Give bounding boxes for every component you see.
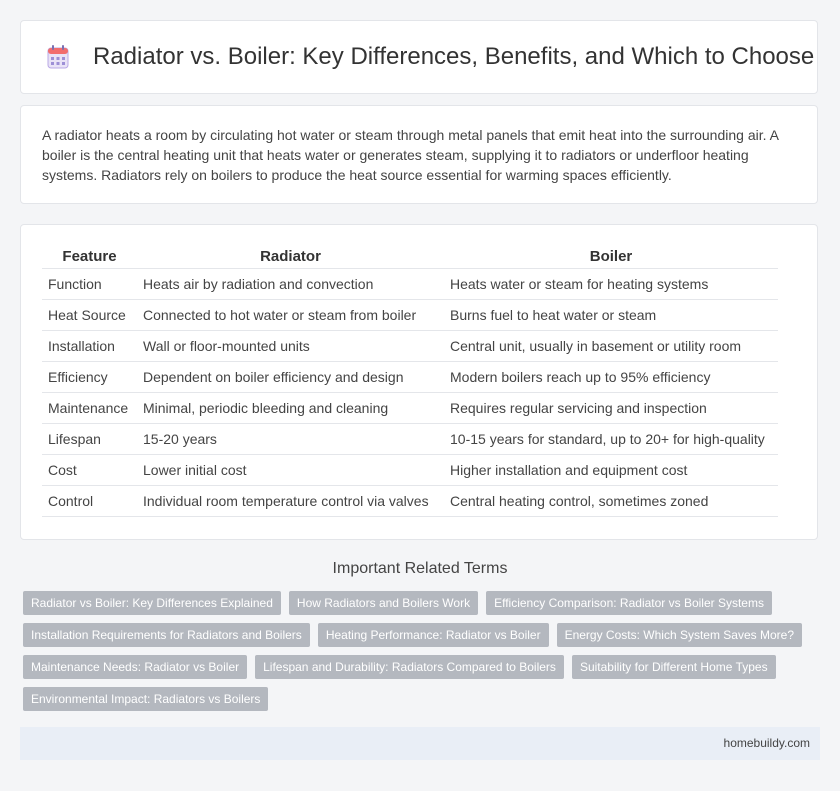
related-term-tag[interactable]: How Radiators and Boilers Work: [289, 591, 478, 615]
feature-cell: Cost: [42, 455, 137, 486]
boiler-cell: Burns fuel to heat water or steam: [444, 300, 778, 331]
column-header-radiator: Radiator: [260, 248, 321, 265]
radiator-cell: Wall or floor-mounted units: [137, 331, 444, 362]
intro-text: A radiator heats a room by circulating hot water or steam through metal panels that emit heat into the surrounding air. A boiler is the central heating unit that heats water or generates steam, supplying it to radiators or underfloor heating systems. Radiators rely on boilers to produce the heat source essential for warming spaces efficiently.: [42, 127, 779, 183]
feature-cell: Maintenance: [42, 393, 137, 424]
related-terms-title: Important Related Terms: [332, 560, 508, 577]
feature-cell: Function: [42, 269, 137, 300]
related-term-tag[interactable]: Installation Requirements for Radiators and Boilers: [23, 623, 310, 647]
related-term-tag[interactable]: Energy Costs: Which System Saves More?: [557, 623, 802, 647]
comparison-table: [42, 245, 778, 517]
radiator-cell: Heats air by radiation and convection: [137, 269, 444, 300]
related-term-tag[interactable]: Maintenance Needs: Radiator vs Boiler: [23, 655, 247, 679]
column-header-boiler: Boiler: [589, 248, 633, 265]
boiler-cell: Higher installation and equipment cost: [444, 455, 778, 486]
radiator-cell: Minimal, periodic bleeding and cleaning: [137, 393, 444, 424]
table-row: [42, 362, 778, 393]
feature-cell: Heat Source: [42, 300, 137, 331]
table-row: [42, 486, 778, 517]
related-term-tag[interactable]: Environmental Impact: Radiators vs Boilers: [23, 687, 268, 711]
related-term-tag[interactable]: Lifespan and Durability: Radiators Compared to Boilers: [255, 655, 564, 679]
radiator-cell: Individual room temperature control via valves: [137, 486, 444, 517]
boiler-cell: Heats water or steam for heating systems: [444, 269, 778, 300]
boiler-cell: Central heating control, sometimes zoned: [444, 486, 778, 517]
table-header-row: [42, 245, 778, 269]
table-row: [42, 424, 778, 455]
footer-site[interactable]: homebuildy.com: [723, 736, 810, 750]
intro-card: [20, 105, 818, 204]
table-row: [42, 300, 778, 331]
feature-cell: Control: [42, 486, 137, 517]
related-term-tag[interactable]: Radiator vs Boiler: Key Differences Explained: [23, 591, 281, 615]
radiator-cell: Connected to hot water or steam from boiler: [137, 300, 444, 331]
radiator-cell: Lower initial cost: [137, 455, 444, 486]
boiler-cell: 10-15 years for standard, up to 20+ for high-quality: [444, 424, 778, 455]
feature-cell: Lifespan: [42, 424, 137, 455]
column-header-feature: Feature: [62, 248, 117, 265]
related-term-tag[interactable]: Efficiency Comparison: Radiator vs Boiler Systems: [486, 591, 772, 615]
feature-cell: Installation: [42, 331, 137, 362]
radiator-cell: 15-20 years: [137, 424, 444, 455]
calendar-icon: [47, 45, 69, 69]
feature-cell: Efficiency: [42, 362, 137, 393]
radiator-cell: Dependent on boiler efficiency and design: [137, 362, 444, 393]
footer: [20, 727, 820, 760]
related-terms-list: [23, 591, 823, 711]
boiler-cell: Central unit, usually in basement or utility room: [444, 331, 778, 362]
header-card: [20, 20, 818, 94]
comparison-card: [20, 224, 818, 540]
table-row: [42, 455, 778, 486]
related-term-tag[interactable]: Suitability for Different Home Types: [572, 655, 776, 679]
related-term-tag[interactable]: Heating Performance: Radiator vs Boiler: [318, 623, 549, 647]
table-row: [42, 269, 778, 300]
table-row: [42, 393, 778, 424]
boiler-cell: Modern boilers reach up to 95% efficiency: [444, 362, 778, 393]
page-title: Radiator vs. Boiler: Key Differences, Benefits, and Which to Choose: [93, 43, 815, 70]
boiler-cell: Requires regular servicing and inspection: [444, 393, 778, 424]
table-row: [42, 331, 778, 362]
